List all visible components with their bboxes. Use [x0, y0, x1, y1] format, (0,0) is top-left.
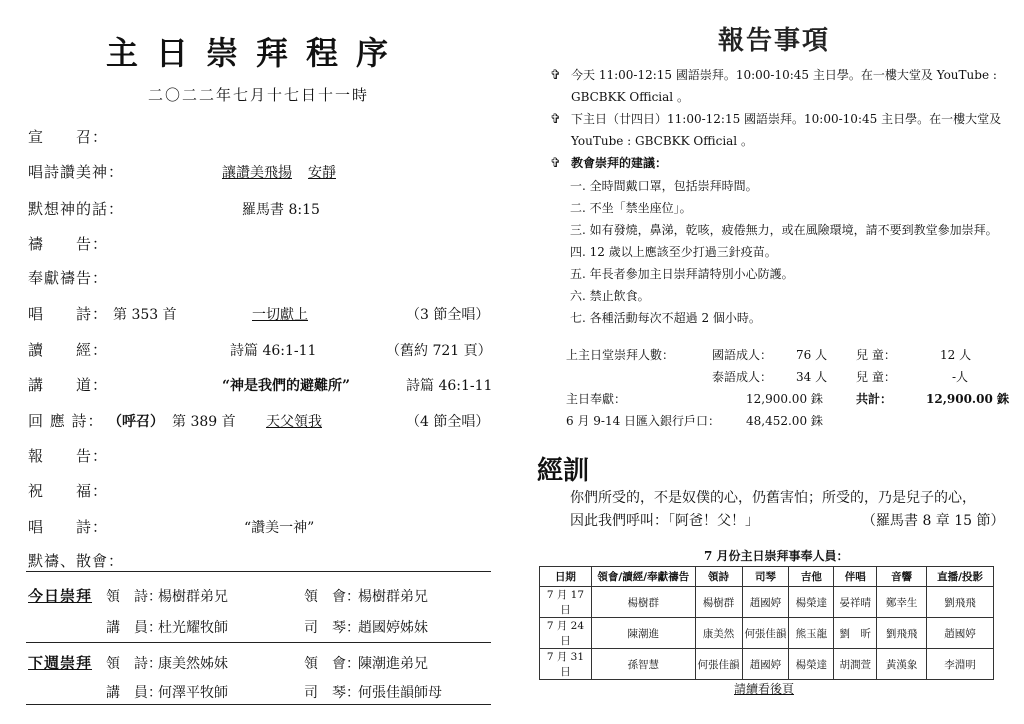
- hymn-title: 一切獻上: [252, 307, 308, 323]
- item-announcements: 報 告：: [28, 447, 109, 465]
- next-name-3: 何澤平牧師: [158, 685, 228, 701]
- table-cell: 胡澗萱: [834, 649, 877, 680]
- ann-3-heading: 教會崇拜的建議：: [571, 156, 668, 170]
- table-cell: 楊榮達: [789, 649, 834, 680]
- mandarin-count: 76 人: [796, 348, 828, 362]
- next-role-3: 講 員：: [106, 685, 162, 701]
- total-label: 共計：: [856, 392, 893, 406]
- hymn-note: （3 節全唱）: [406, 307, 490, 323]
- table-cell: 劉飛飛: [927, 587, 994, 618]
- table-cell: 孫智慧: [591, 649, 695, 680]
- suggestion-3: 三. 如有發燒，鼻涕，乾咳，疲倦無力，或在風險環境，請不要到教堂參加崇拜。: [570, 223, 998, 237]
- continue-next-page: 請續看後頁: [734, 682, 795, 696]
- suggestion-7: 七. 各種活動每次不超過 2 個小時。: [570, 311, 761, 325]
- next-name-1: 康美然姊妹: [158, 656, 228, 672]
- scripture-reference: （羅馬書 8 章 15 節）: [862, 513, 1005, 529]
- today-name-1: 楊樹群弟兄: [158, 589, 228, 605]
- next-role-2: 領 會：: [304, 656, 360, 672]
- today-name-3: 杜光耀牧師: [158, 620, 228, 636]
- thai-label: 泰語成人：: [712, 370, 773, 384]
- table-row: [540, 587, 994, 618]
- today-role-1: 領 詩：: [106, 589, 162, 605]
- col-date: 日期: [540, 567, 592, 587]
- table-cell: 何張佳韻: [695, 649, 742, 680]
- item-benediction: 祝 福：: [28, 482, 109, 500]
- table-cell: 康美然: [695, 618, 742, 649]
- table-cell: 何張佳韻: [742, 618, 789, 649]
- next-service-label: 下週崇拜: [28, 654, 93, 672]
- staff-mid-rule: [26, 642, 491, 643]
- table-cell: 熊玉龍: [789, 618, 834, 649]
- reading-ref: 詩篇 46:1-11: [230, 343, 317, 359]
- table-cell: 楊樹群: [695, 587, 742, 618]
- response-number: 第 389 首: [172, 414, 236, 430]
- table-cell: 李淵明: [927, 649, 994, 680]
- item-meditation-label: 默想神的話：: [28, 200, 125, 218]
- bank-amount: 48,452.00 銖: [746, 414, 823, 428]
- attendance-label: 上主日堂崇拜人數：: [566, 348, 675, 362]
- staff-top-rule: [26, 571, 491, 572]
- col-stream: 直播/投影: [927, 567, 994, 587]
- praise-song-1: 讓讚美飛揚: [222, 165, 292, 181]
- today-role-2: 領 會：: [304, 589, 360, 605]
- item-call-to-worship: 宣 召：: [28, 128, 109, 146]
- offering-label: 主日奉獻：: [566, 392, 627, 406]
- service-date: 二〇二二年七月十七日十一時: [148, 86, 370, 104]
- item-closing-hymn-label: 唱 詩：: [28, 518, 109, 536]
- ann-1-line-1: 今天 11:00-12:15 國語崇拜。10:00-10:45 主日學。在一樓大堂及 YouTube :: [571, 68, 997, 82]
- suggestion-4: 四. 12 歲以上應該至少打過三針疫苗。: [570, 245, 777, 259]
- item-response-label: 回 應 詩：: [28, 412, 104, 430]
- today-role-3: 講 員：: [106, 620, 162, 636]
- next-name-2: 陳潮進弟兄: [358, 656, 428, 672]
- child-count-2: -人: [952, 370, 969, 384]
- child-label-2: 兒 童：: [856, 370, 896, 384]
- cross-icon: ✞: [550, 156, 561, 171]
- table-cell: 劉 昕: [834, 618, 877, 649]
- table-row: [540, 649, 994, 680]
- col-song-leader: 領詩: [695, 567, 742, 587]
- table-cell: 楊榮達: [789, 587, 834, 618]
- child-label-1: 兒 童：: [856, 348, 896, 362]
- response-prefix: （呼召）: [108, 414, 164, 430]
- col-guitar: 吉他: [789, 567, 834, 587]
- item-dismissal: 默禱、散會：: [28, 552, 125, 570]
- cross-icon: ✞: [550, 112, 561, 127]
- thai-count: 34 人: [796, 370, 828, 384]
- next-role-4: 司 琴：: [304, 685, 360, 701]
- cross-icon: ✞: [550, 68, 561, 83]
- sermon-ref: 詩篇 46:1-11: [406, 378, 493, 394]
- reading-note: （舊約 721 頁）: [386, 343, 492, 359]
- table-cell: 7 月 24 日: [540, 618, 592, 649]
- page-title: 主日崇拜程序: [106, 34, 407, 72]
- praise-song-2: 安靜: [308, 165, 336, 181]
- child-count-1: 12 人: [940, 348, 972, 362]
- table-cell: 劉飛飛: [877, 618, 927, 649]
- announcements-title: 報告事項: [718, 26, 831, 56]
- sermon-title: “神是我們的避難所”: [222, 378, 351, 394]
- suggestion-5: 五. 年長者參加主日崇拜請特別小心防護。: [570, 267, 794, 281]
- scripture-line-1: 你們所受的，不是奴僕的心，仍舊害怕；所受的，乃是兒子的心，: [570, 490, 976, 506]
- item-prayer: 禱 告：: [28, 235, 109, 253]
- hymn-number: 第 353 首: [113, 307, 177, 323]
- scripture-line-2: 因此我們呼叫：「阿爸！父！」: [570, 513, 759, 529]
- col-sound: 音響: [877, 567, 927, 587]
- response-note: （4 節全唱）: [406, 414, 490, 430]
- col-leader: 領會/讀經/奉獻禱告: [591, 567, 695, 587]
- item-reading-label: 讀 經：: [28, 341, 109, 359]
- scripture-heading: 經訓: [537, 456, 590, 486]
- table-cell: 楊樹群: [591, 587, 695, 618]
- table-row: [540, 618, 994, 649]
- table-cell: 晏祥晴: [834, 587, 877, 618]
- item-sermon-label: 講 道：: [28, 376, 109, 394]
- mandarin-label: 國語成人：: [712, 348, 773, 362]
- table-cell: 陳潮進: [591, 618, 695, 649]
- item-praise-label: 唱詩讚美神：: [28, 163, 125, 181]
- bank-label: 6 月 9-14 日匯入銀行戶口：: [566, 414, 721, 428]
- today-name-2: 楊樹群弟兄: [358, 589, 428, 605]
- table-cell: 黃漢象: [877, 649, 927, 680]
- table-header-row: [540, 567, 994, 587]
- ann-2-line-1: 下主日（廿四日）11:00-12:15 國語崇拜。10:00-10:45 主日學。在一樓大堂及: [571, 112, 1002, 126]
- suggestion-6: 六. 禁止飲食。: [570, 289, 650, 303]
- table-cell: 趙國婷: [742, 649, 789, 680]
- next-name-4: 何張佳韻師母: [358, 685, 442, 701]
- offering-amount: 12,900.00 銖: [746, 392, 823, 406]
- staff-bottom-rule: [26, 704, 491, 705]
- col-backing: 伴唱: [834, 567, 877, 587]
- table-cell: 趙國婷: [742, 587, 789, 618]
- table-cell: 7 月 17 日: [540, 587, 592, 618]
- total-amount: 12,900.00 銖: [926, 392, 1009, 406]
- table-cell: 趙國婷: [927, 618, 994, 649]
- closing-hymn-title: “讚美一神”: [244, 520, 315, 536]
- duty-roster-title: 7 月份主日崇拜事奉人員：: [704, 549, 849, 563]
- ann-2-line-2: YouTube : GBCBKK Official 。: [571, 134, 753, 148]
- table-cell: 鄭幸生: [877, 587, 927, 618]
- table-cell: 7 月 31 日: [540, 649, 592, 680]
- today-name-4: 趙國婷姊妹: [358, 620, 428, 636]
- suggestion-2: 二. 不坐「禁坐座位」。: [570, 201, 692, 215]
- item-hymn-label: 唱 詩：: [28, 305, 109, 323]
- today-service-label: 今日崇拜: [28, 587, 93, 605]
- col-pianist: 司琴: [742, 567, 789, 587]
- today-role-4: 司 琴：: [304, 620, 360, 636]
- response-title: 天父領我: [266, 414, 322, 430]
- meditation-ref: 羅馬書 8:15: [242, 202, 320, 218]
- item-offering-prayer: 奉獻禱告：: [28, 269, 109, 287]
- suggestion-1: 一. 全時間戴口罩，包括崇拜時間。: [570, 179, 758, 193]
- ann-1-line-2: GBCBKK Official 。: [571, 90, 689, 104]
- duty-roster-table: [539, 566, 994, 680]
- next-role-1: 領 詩：: [106, 656, 162, 672]
